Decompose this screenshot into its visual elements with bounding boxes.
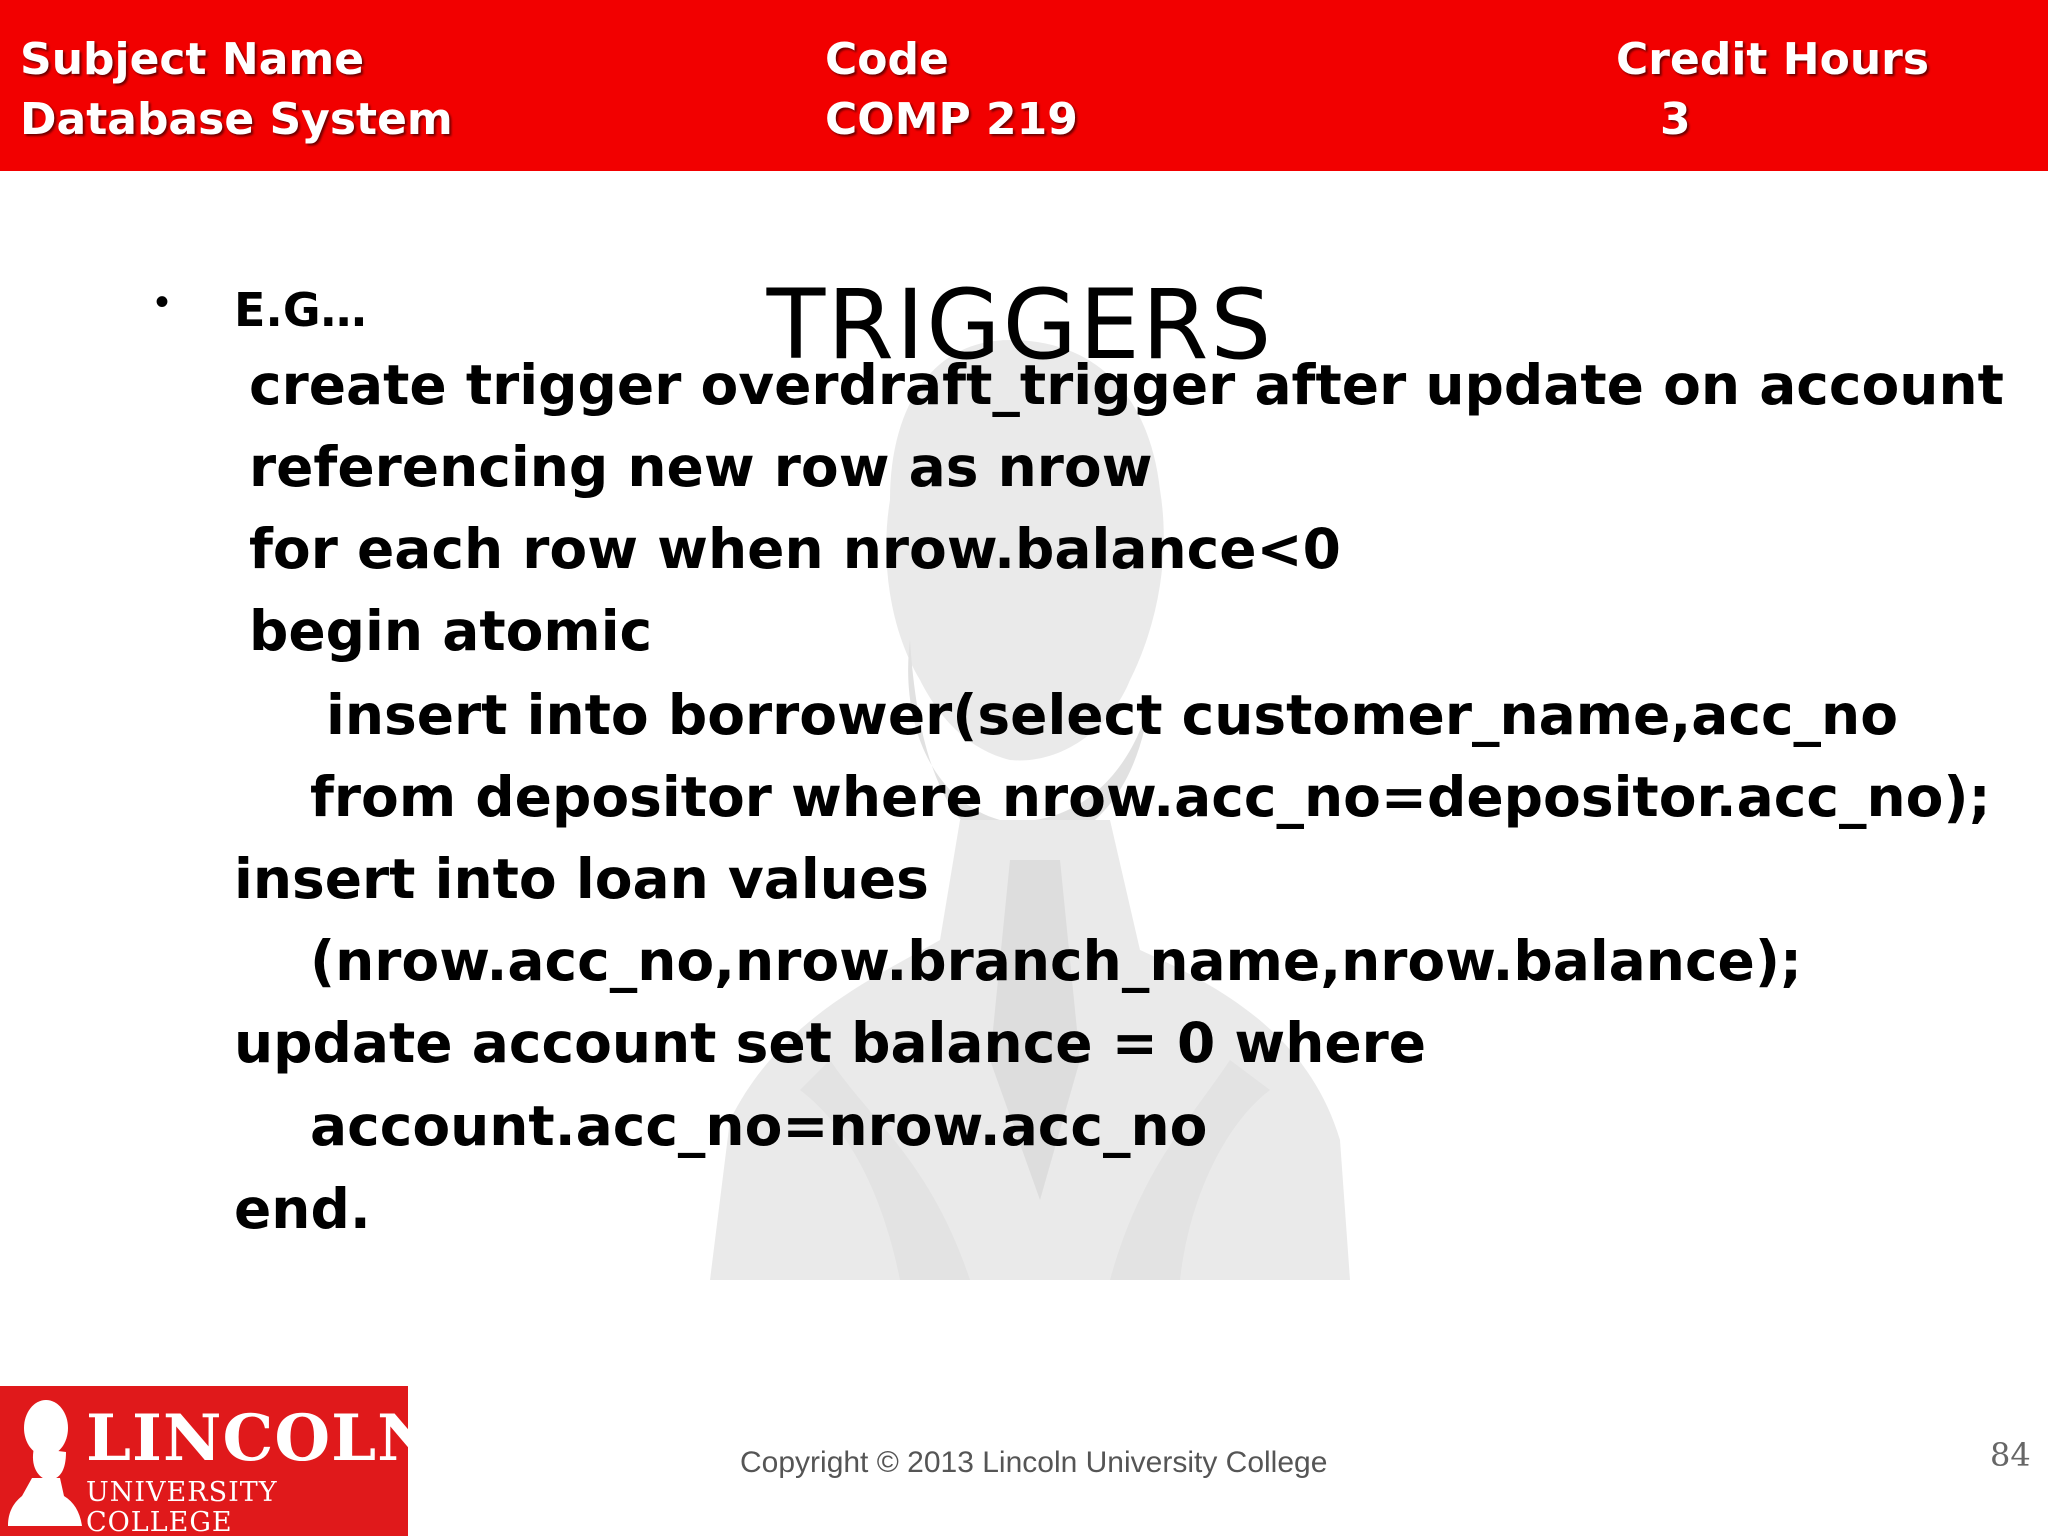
logo-wordmark: LINCOLN bbox=[86, 1401, 437, 1476]
bullet-text: E.G… bbox=[234, 283, 367, 337]
code-line: referencing new row as nrow bbox=[249, 435, 1153, 499]
code-line: update account set balance = 0 where bbox=[234, 1011, 1427, 1075]
bullet-marker: • bbox=[155, 280, 170, 324]
code-line: for each row when nrow.balance<0 bbox=[249, 517, 1341, 581]
code-line: account.acc_no=nrow.acc_no bbox=[310, 1094, 1208, 1158]
code-line: end. bbox=[234, 1177, 371, 1241]
code-line: begin atomic bbox=[249, 599, 653, 663]
copyright-text: Copyright © 2013 Lincoln University College bbox=[740, 1446, 1328, 1479]
page-number: 84 bbox=[1990, 1436, 2031, 1474]
code-line: from depositor where nrow.acc_no=depositor.acc_no); bbox=[310, 765, 1991, 829]
code-value: COMP 219 bbox=[825, 94, 1078, 145]
subject-name-label: Subject Name bbox=[20, 34, 365, 85]
code-line: insert into loan values bbox=[234, 847, 929, 911]
subject-name-value: Database System bbox=[20, 94, 453, 145]
code-label: Code bbox=[825, 34, 949, 85]
code-line: insert into borrower(select customer_name,acc_no bbox=[326, 683, 1898, 747]
logo-subtitle: UNIVERSITY COLLEGE bbox=[86, 1477, 278, 1538]
credit-hours-label: Credit Hours bbox=[1616, 34, 1930, 85]
header-bar bbox=[0, 0, 2048, 171]
code-line: create trigger overdraft_trigger after update on account bbox=[249, 353, 2004, 417]
code-line: (nrow.acc_no,nrow.branch_name,nrow.balance); bbox=[310, 929, 1802, 993]
slide-title: TRIGGERS bbox=[766, 269, 1274, 381]
credit-hours-value: 3 bbox=[1660, 94, 1691, 145]
lincoln-logo bbox=[0, 1386, 437, 1538]
lincoln-bust-icon bbox=[4, 1386, 84, 1536]
